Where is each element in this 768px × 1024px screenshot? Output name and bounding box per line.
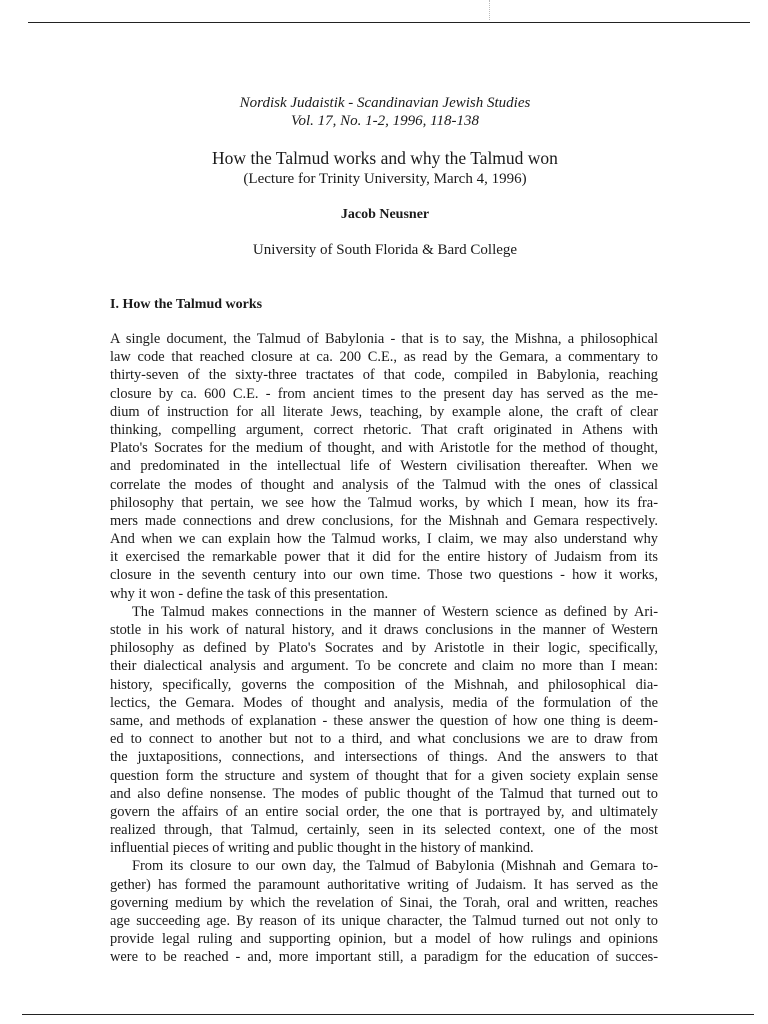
text-line: closure in the seventh century into our own time. Those two questions - how it works, — [110, 567, 658, 584]
text-line: philosophy as defined by Plato's Socrates and by Aristotle in their logic, specifically, — [110, 640, 658, 657]
text-line: A single document, the Talmud of Babylonia - that is to say, the Mishna, a philosophical — [110, 331, 658, 347]
page-fold-mark — [489, 0, 490, 20]
text-line: history, specifically, governs the composition of the Mishnah, and philosophical dia- — [110, 676, 658, 693]
paragraph — [110, 857, 658, 966]
text-line: mers made connections and drew conclusions, for the Mishnah and Gemara respectively. — [110, 512, 658, 529]
text-line: same, and methods of explanation - these answer the question of how one thing is deem- — [110, 712, 658, 729]
text-line: ed to connect to another but not to a third, and what conclusions we are to draw from — [110, 731, 658, 748]
text-line: The Talmud makes connections in the manner of Western science as defined by Ari- — [132, 603, 658, 620]
text-line: question form the structure and system of thought that for a given society explain sense — [110, 767, 658, 784]
paragraph — [110, 330, 658, 603]
article-author: Jacob Neusner — [340, 207, 430, 222]
text-line: realized through, that Talmud, certainly, seen in its selected context, one of the most — [110, 822, 658, 839]
text-line: From its closure to our own day, the Talmud of Babylonia (Mishnah and Gemara to- — [132, 858, 658, 875]
text-line: the juxtapositions, connections, and intersections of things. And the answers to that — [110, 749, 658, 766]
text-line: stotle in his work of natural history, and it draws conclusions in the manner of Western — [110, 622, 658, 638]
paragraph — [110, 603, 658, 858]
text-line: and predominated in the intellectual life of Western civilisation thereafter. When we — [110, 458, 658, 475]
text-line: why it won - define the task of this presentation. — [110, 585, 389, 602]
body-text — [110, 330, 658, 967]
text-line: law code that reached closure at ca. 200 C.E., as read by the Gemara, a commentary to — [110, 349, 658, 366]
journal-volume: Vol. 17, No. 1-2, 1996, 118-138 — [290, 113, 480, 129]
text-line: And when we can explain how the Talmud works, I claim, we may also understand why — [110, 531, 658, 548]
article-title: How the Talmud works and why the Talmud won — [212, 148, 558, 168]
top-rule — [28, 22, 750, 23]
text-line: Plato's Socrates for the medium of thought, and with Aristotle for the method of thought, — [110, 440, 658, 457]
section-heading: I. How the Talmud works — [110, 297, 263, 312]
text-line: influential pieces of writing and public thought in the history of mankind. — [110, 840, 534, 857]
text-line: their dialectical analysis and argument. To be concrete and claim no more than I mean: — [110, 658, 658, 675]
journal-name: Nordisk Judaistik - Scandinavian Jewish Studies — [239, 95, 531, 111]
text-line: govern the affairs of an entire social order, the one that is portrayed by, and ultimately — [110, 803, 658, 820]
text-line: dium of instruction for all literate Jews, teaching, by example alone, the craft of clear — [110, 403, 658, 420]
text-line: correlate the modes of thought and analysis of the Talmud with the ones of classical — [110, 476, 658, 493]
text-line: closure by ca. 600 C.E. - from ancient times to the present day has served as the me- — [110, 385, 658, 402]
text-line: age succeeding age. By reason of its unique character, the Talmud turned out not only to — [110, 913, 658, 929]
text-line: thirty-seven of the sixty-three tractates of that code, compiled in Babylonia, reaching — [110, 367, 658, 384]
author-affiliation: University of South Florida & Bard College — [252, 242, 518, 258]
article-subtitle: (Lecture for Trinity University, March 4, 1996) — [243, 171, 527, 187]
text-line: provide legal ruling and supporting opinion, but a model of how rulings and opinions — [110, 931, 658, 948]
text-line: it exercised the remarkable power that it did for the entire history of Judaism from its — [110, 549, 658, 566]
text-line: lectics, the Gemara. Modes of thought and analysis, media of the formulation of the — [110, 694, 658, 711]
text-line: philosophy that pertain, we see how the Talmud works, by which I mean, how its fra- — [110, 494, 658, 511]
text-line: and also define nonsense. The modes of public thought of the Talmud that turned out to — [110, 785, 658, 802]
text-line: governing medium by which the revelation of Sinai, the Torah, oral and written, reaches — [110, 894, 658, 911]
text-line: were to be reached - and, more important still, a paradigm for the education of succes- — [110, 949, 658, 966]
text-line: gether) has formed the paramount authoritative writing of Judaism. It has served as the — [110, 876, 658, 893]
journal-citation — [110, 94, 660, 130]
bottom-rule — [22, 1014, 754, 1015]
text-line: thinking, compelling argument, correct rhetoric. That craft originated in Athens with — [110, 421, 658, 438]
